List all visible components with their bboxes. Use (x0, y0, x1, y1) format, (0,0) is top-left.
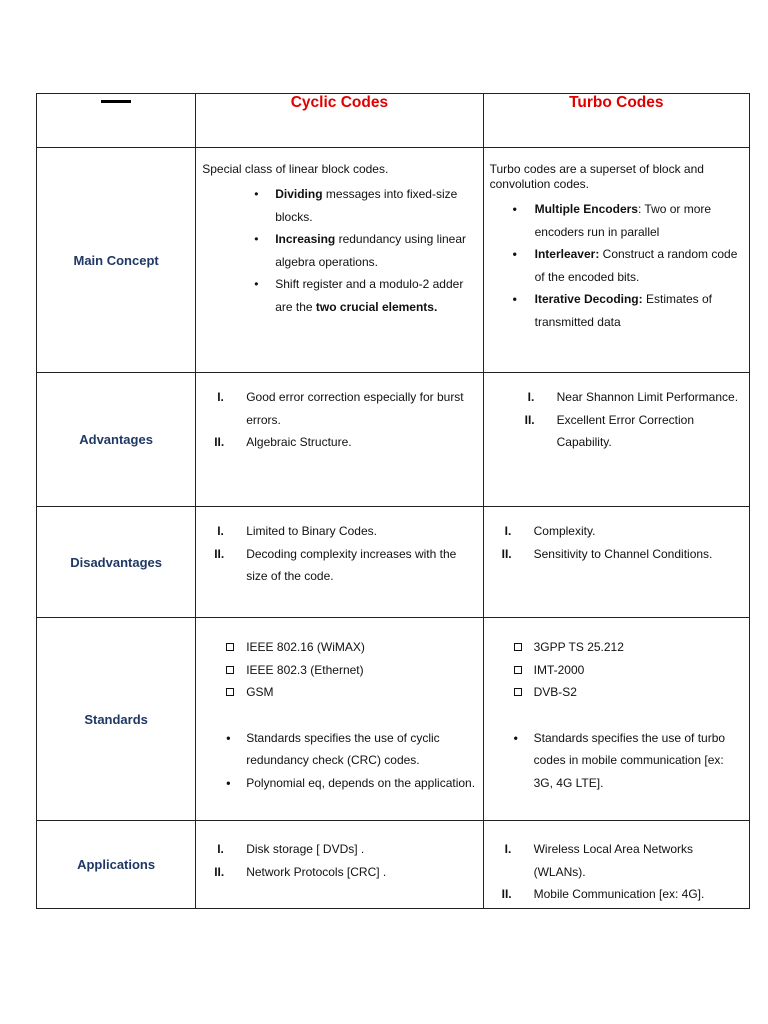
list-item: GSM (246, 681, 476, 704)
cyclic-advantages-cell (196, 373, 483, 507)
turbo-advantages-cell (483, 373, 749, 507)
checkbox-square-icon (514, 666, 522, 674)
turbo-main-intro: Turbo codes are a superset of block and convolution codes. (489, 162, 704, 191)
turbo-applications-cell (483, 821, 749, 909)
row-label-advantages: Advantages (37, 373, 196, 507)
checkbox-square-icon (514, 643, 522, 651)
row-main-concept (37, 148, 750, 373)
header-cyclic (196, 94, 483, 148)
list-item: • Standards specifies the use of turbo codes in mobile communication [ex: 3G, 4G LTE]. (513, 730, 726, 790)
row-standards (37, 618, 750, 821)
list-item: I. Limited to Binary Codes. (217, 524, 377, 538)
list-item: • Iterative Decoding: Estimates of transmitted data (512, 292, 712, 329)
turbo-disadvantages-cell (483, 507, 749, 618)
checkbox-square-icon (514, 688, 522, 696)
comparison-table (36, 93, 750, 909)
row-applications (37, 821, 750, 909)
row-label-applications: Applications (37, 821, 196, 909)
list-item: I. Complexity. (504, 524, 596, 538)
list-item: I. Good error correction especially for burst errors. (217, 390, 464, 427)
checkbox-square-icon (226, 688, 234, 696)
dash-mark (101, 100, 131, 103)
list-item: • Increasing redundancy using linear algebra operations. (254, 232, 467, 269)
turbo-main-cell (483, 148, 749, 373)
list-item: 3GPP TS 25.212 (534, 636, 743, 659)
header-turbo (483, 94, 749, 148)
list-item: IEEE 802.3 (Ethernet) (246, 659, 476, 682)
list-item: IMT-2000 (534, 659, 743, 682)
header-cyclic-label: Cyclic Codes (290, 94, 389, 111)
cyclic-disadvantages-cell (196, 507, 483, 618)
cyclic-applications-cell (196, 821, 483, 909)
list-item: I. Near Shannon Limit Performance. (527, 390, 739, 404)
list-item: II. Algebraic Structure. (214, 435, 352, 449)
row-label-main-concept: Main Concept (37, 148, 196, 373)
list-item: • Interleaver: Construct a random code of the encoded bits. (512, 247, 738, 284)
list-item: II. Mobile Communication [ex: 4G]. (501, 887, 705, 901)
list-item: • Polynomial eq, depends on the application. (226, 775, 476, 790)
list-item: I. Disk storage [ DVDs] . (217, 842, 365, 856)
turbo-standards-cell (483, 618, 749, 821)
list-item: II. Decoding complexity increases with the size of the code. (214, 546, 457, 583)
corner-cell (37, 94, 196, 148)
list-item: II. Sensitivity to Channel Conditions. (501, 546, 713, 561)
cyclic-main-intro: Special class of linear block codes. (202, 162, 389, 176)
header-row (37, 94, 750, 148)
list-item: IEEE 802.16 (WiMAX) (246, 636, 476, 659)
row-advantages (37, 373, 750, 507)
checkbox-square-icon (226, 666, 234, 674)
list-item: • Standards specifies the use of cyclic redundancy check (CRC) codes. (226, 730, 440, 767)
list-item: DVB-S2 (534, 681, 743, 704)
list-item: I. Wireless Local Area Networks (WLANs). (504, 842, 693, 879)
header-turbo-label: Turbo Codes (569, 94, 664, 111)
list-item: • Shift register and a modulo-2 adder are the two crucial elements. (254, 277, 464, 314)
checkbox-square-icon (226, 643, 234, 651)
row-disadvantages (37, 507, 750, 618)
cyclic-standards-cell (196, 618, 483, 821)
cyclic-main-cell (196, 148, 483, 373)
row-label-disadvantages: Disadvantages (37, 507, 196, 618)
row-label-standards: Standards (37, 618, 196, 821)
list-item: II. Network Protocols [CRC] . (214, 864, 387, 879)
list-item: • Dividing messages into fixed-size blocks. (254, 187, 458, 224)
list-item: II. Excellent Error Correction Capability. (524, 412, 694, 449)
list-item: • Multiple Encoders: Two or more encoders run in parallel (512, 202, 712, 239)
